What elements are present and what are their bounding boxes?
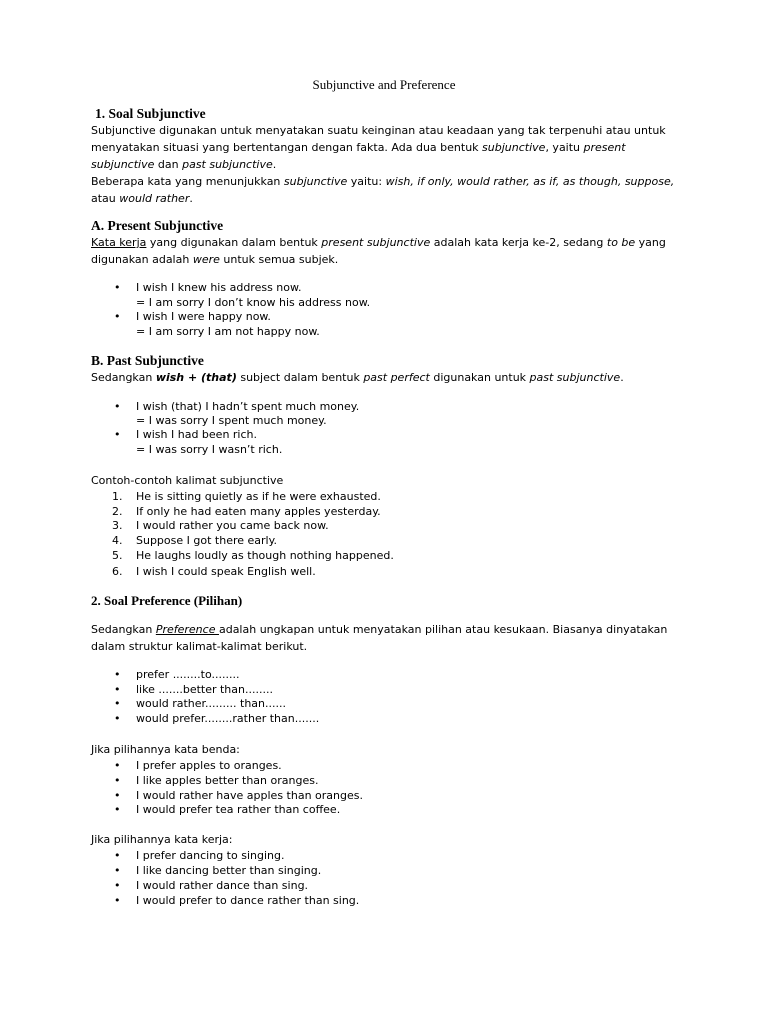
bullet-icon: • xyxy=(114,697,121,710)
s1-line-3: subjunctive dan past subjunctive. xyxy=(91,158,277,171)
numbered-item: He laughs loudly as though nothing happened. xyxy=(136,549,394,562)
numbered-item: I wish I could speak English well. xyxy=(136,565,316,578)
list-item: I would rather have apples than oranges. xyxy=(136,789,363,802)
list-item: I wish (that) I hadn’t spent much money. xyxy=(136,400,360,413)
numbered-item: I would rather you came back now. xyxy=(136,519,329,532)
bullet-icon: • xyxy=(114,310,121,323)
bullet-icon: • xyxy=(114,712,121,725)
numbered-item: If only he had eaten many apples yesterday. xyxy=(136,505,381,518)
list-number: 3. xyxy=(112,519,123,532)
list-item: I like apples better than oranges. xyxy=(136,774,319,787)
pattern-item: would prefer........rather than....... xyxy=(136,712,320,725)
section-1-paragraph-1 xyxy=(91,122,691,207)
list-item: I would prefer to dance rather than sing. xyxy=(136,894,360,907)
list-number: 4. xyxy=(112,534,123,547)
verb-heading: Jika pilihannya kata kerja: xyxy=(91,833,233,846)
bullet-icon: • xyxy=(114,281,121,294)
list-number: 6. xyxy=(112,565,123,578)
list-number: 2. xyxy=(112,505,123,518)
bullet-icon: • xyxy=(114,894,121,907)
section-1-heading: 1. Soal Subjunctive xyxy=(95,106,206,121)
list-item-equivalent: = I was sorry I spent much money. xyxy=(136,414,327,427)
list-item: I would rather dance than sing. xyxy=(136,879,309,892)
bullet-icon: • xyxy=(114,879,121,892)
pattern-item: prefer ........to........ xyxy=(136,668,240,681)
numbered-item: He is sitting quietly as if he were exhausted. xyxy=(136,490,381,503)
list-item: I prefer apples to oranges. xyxy=(136,759,282,772)
list-item-equivalent: = I am sorry I don’t know his address now. xyxy=(136,296,371,309)
list-item: I would prefer tea rather than coffee. xyxy=(136,803,341,816)
bullet-icon: • xyxy=(114,774,121,787)
list-item: I prefer dancing to singing. xyxy=(136,849,285,862)
bullet-icon: • xyxy=(114,683,121,696)
section-2-heading: 2. Soal Preference (Pilihan) xyxy=(91,593,243,608)
list-item: I wish I knew his address now. xyxy=(136,281,302,294)
section-2-paragraph xyxy=(91,621,691,655)
bullet-icon: • xyxy=(114,849,121,862)
bullet-icon: • xyxy=(114,428,121,441)
section-b-paragraph xyxy=(91,369,691,386)
examples-heading: Contoh-contoh kalimat subjunctive xyxy=(91,474,284,487)
s1-line-5: atau would rather. xyxy=(91,192,193,205)
sa-line-2: digunakan adalah were untuk semua subjek. xyxy=(91,253,339,266)
bullet-icon: • xyxy=(114,668,121,681)
bullet-icon: • xyxy=(114,864,121,877)
bullet-icon: • xyxy=(114,803,121,816)
list-item-equivalent: = I was sorry I wasn’t rich. xyxy=(136,443,283,456)
numbered-item: Suppose I got there early. xyxy=(136,534,278,547)
bullet-icon: • xyxy=(114,789,121,802)
list-item-equivalent: = I am sorry I am not happy now. xyxy=(136,325,320,338)
list-number: 5. xyxy=(112,549,123,562)
section-a-heading: A. Present Subjunctive xyxy=(91,218,224,233)
list-item: I wish I had been rich. xyxy=(136,428,258,441)
section-a-paragraph xyxy=(91,234,691,268)
section-b-heading: B. Past Subjunctive xyxy=(91,353,204,368)
list-number: 1. xyxy=(112,490,123,503)
list-item: I like dancing better than singing. xyxy=(136,864,322,877)
bullet-icon: • xyxy=(114,759,121,772)
list-item: I wish I were happy now. xyxy=(136,310,271,323)
sb-line-1: Sedangkan wish + (that) subject dalam bentuk past perfect digunakan untuk past subjunctive. xyxy=(91,371,624,384)
noun-heading: Jika pilihannya kata benda: xyxy=(91,743,240,756)
pattern-item: like .......better than........ xyxy=(136,683,273,696)
s2-line-2: dalam struktur kalimat-kalimat berikut. xyxy=(91,640,308,653)
s1-line-1: Subjunctive digunakan untuk menyatakan suatu keinginan atau keadaan yang tak terpenuhi atau untuk xyxy=(91,124,666,137)
s2-line-1: Sedangkan Preference adalah ungkapan untuk menyatakan pilihan atau kesukaan. Biasanya dinyatakan xyxy=(91,623,668,636)
s1-line-4: Beberapa kata yang menunjukkan subjunctive yaitu: wish, if only, would rather, as if, as though, suppose, xyxy=(91,175,675,188)
pattern-item: would rather......... than...... xyxy=(136,697,287,710)
bullet-icon: • xyxy=(114,400,121,413)
sa-line-1: Kata kerja yang digunakan dalam bentuk present subjunctive adalah kata kerja ke-2, sedang to be yang xyxy=(91,236,666,249)
s1-line-2: menyatakan situasi yang bertentangan dengan fakta. Ada dua bentuk subjunctive, yaitu present xyxy=(91,141,626,154)
page-title: Subjunctive and Preference xyxy=(312,77,456,92)
